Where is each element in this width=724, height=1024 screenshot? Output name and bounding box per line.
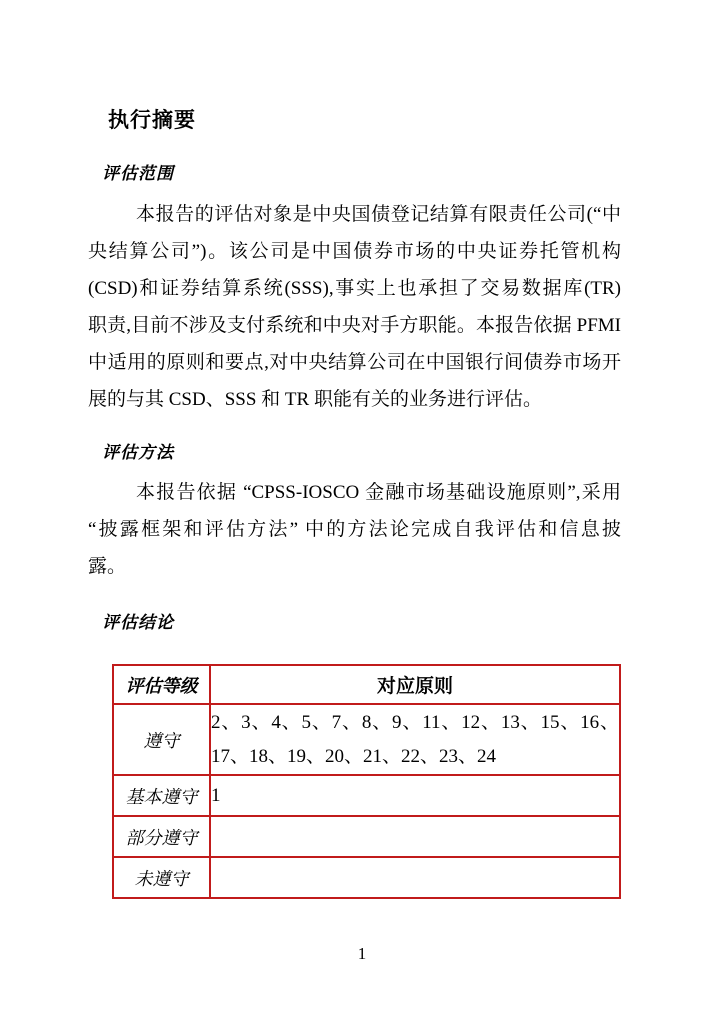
principles-cell [210,775,620,816]
text-line: 露。 [88,556,127,577]
assessment-results-table [112,664,621,899]
principles-line: 1 [211,784,221,806]
table-row-not-observed [113,857,620,898]
text-line: 职责,目前不涉及支付系统和中央对手方职能。本报告依据 PFMI [88,315,621,336]
text-line: “披露框架和评估方法” 中的方法论完成自我评估和信息披 [88,519,621,540]
principles-cell-empty [210,816,620,857]
principles-cell-empty [210,857,620,898]
header-cell-rating: 评估等级 [113,665,210,704]
text-line: 本报告的评估对象是中央国债登记结算有限责任公司(“中 [136,204,621,225]
rating-label: 基本遵守 [113,775,210,816]
table-header-row [113,665,620,704]
section-heading-scope: 评估范围 [102,164,174,183]
section-heading-conclusion: 评估结论 [102,613,174,632]
header-cell-principles: 对应原则 [210,665,620,704]
table-row-partly-observed [113,816,620,857]
principles-line: 2、3、4、5、7、8、9、11、12、13、15、16、 [211,711,619,733]
section-heading-method: 评估方法 [102,443,174,462]
text-line: 央结算公司”)。该公司是中国债券市场的中央证券托管机构 [88,241,621,262]
principles-cell [210,704,620,775]
page-number: 1 [357,944,367,963]
table-row-broadly-observed [113,775,620,816]
rating-label: 遵守 [113,704,210,775]
principles-line: 17、18、19、20、21、22、23、24 [211,745,497,767]
text-line: 本报告依据 “CPSS-IOSCO 金融市场基础设施原则”,采用 [136,482,621,503]
text-line: 展的与其 CSD、SSS 和 TR 职能有关的业务进行评估。 [88,389,542,410]
paragraph-method [88,474,621,585]
page-title: 执行摘要 [108,109,196,132]
text-line: 中适用的原则和要点,对中央结算公司在中国银行间债券市场开 [88,352,621,373]
rating-label: 未遵守 [113,857,210,898]
table-row-observed [113,704,620,775]
text-line: (CSD)和证券结算系统(SSS),事实上也承担了交易数据库(TR) [88,278,621,299]
rating-label: 部分遵守 [113,816,210,857]
paragraph-scope [88,196,621,418]
